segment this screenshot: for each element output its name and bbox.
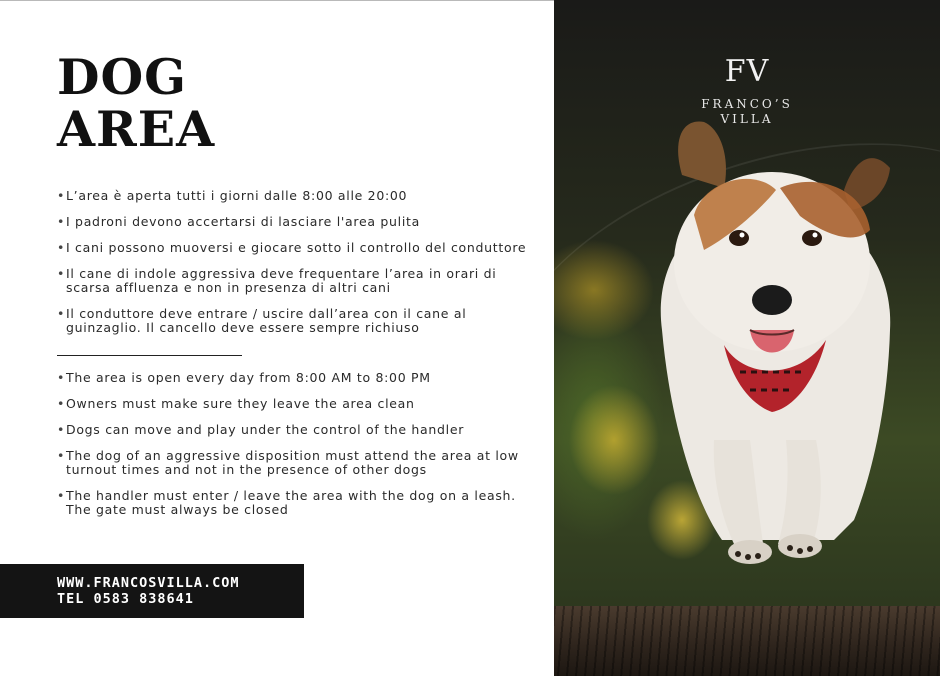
logo-mark: FV: [724, 54, 770, 89]
list-item: • Il conduttore deve entrare / uscire dall’area con il cane al guinzaglio. Il cancello deve essere sempre richiuso: [57, 307, 527, 335]
rules-list-italian: [57, 189, 527, 347]
logo-name-line-2: VILLA: [720, 112, 774, 126]
photo-panel: [554, 0, 940, 676]
list-item: • I padroni devono accertarsi di lasciare l'area pulita: [57, 215, 527, 229]
list-item: • The handler must enter / leave the area with the dog on a leash. The gate must always be closed: [57, 489, 527, 517]
wooden-log: [554, 606, 940, 676]
contact-bar: [0, 564, 304, 618]
title-line-2: AREA: [57, 100, 216, 158]
logo-name-line-1: FRANCO’S: [701, 97, 793, 111]
list-item: • I cani possono muoversi e giocare sotto il controllo del conduttore: [57, 241, 527, 255]
phone-number: TEL 0583 838641: [57, 591, 194, 607]
rules-list-english: [57, 371, 527, 529]
list-item: • Owners must make sure they leave the area clean: [57, 397, 527, 411]
section-divider: [57, 355, 242, 356]
website-link[interactable]: WWW.FRANCOSVILLA.COM: [57, 575, 240, 591]
list-item: • Dogs can move and play under the control of the handler: [57, 423, 527, 437]
list-item: • Il cane di indole aggressiva deve frequentare l’area in orari di scarsa affluenza e non in presenza di altri cani: [57, 267, 527, 295]
list-item: • L’area è aperta tutti i giorni dalle 8:00 alle 20:00: [57, 189, 527, 203]
page-title: [57, 48, 216, 158]
list-item: • The dog of an aggressive disposition must attend the area at low turnout times and not in the presence of other dogs: [57, 449, 527, 477]
list-item: • The area is open every day from 8:00 AM to 8:00 PM: [57, 371, 527, 385]
title-line-1: DOG: [57, 48, 188, 106]
